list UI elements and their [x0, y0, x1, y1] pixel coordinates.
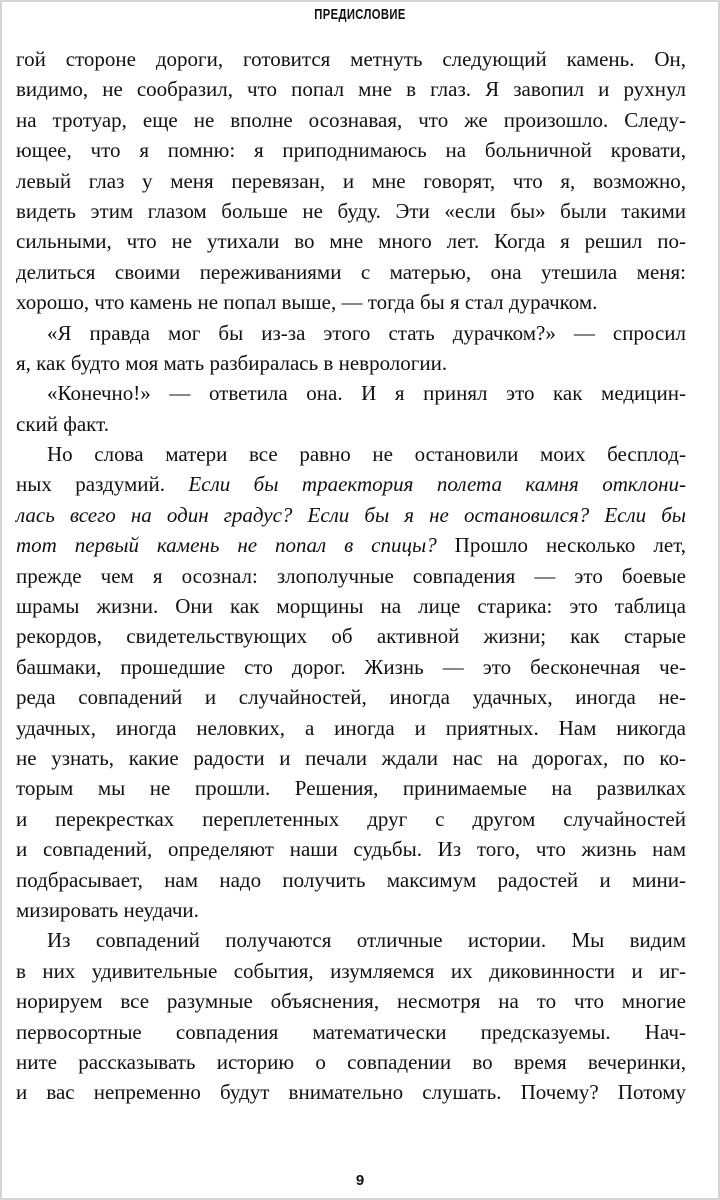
text-line	[16, 409, 686, 439]
text-line	[16, 1017, 686, 1047]
text-segment: первосортные совпадения математически предсказуемы. Нач-	[16, 1019, 686, 1044]
text-line	[16, 44, 686, 74]
text-segment: гой стороне дороги, готовится метнуть следующий камень. Он,	[16, 47, 686, 71]
text-line	[16, 469, 686, 499]
text-line	[16, 621, 686, 651]
text-segment: хорошо, что камень не попал выше, — тогда бы я стал дурачком.	[16, 290, 598, 315]
text-segment: Но слова матери все равно не остановили моих бесплод-	[47, 442, 686, 467]
text-segment: Прошло несколько лет,	[436, 533, 686, 558]
text-segment: ющее, что я помню: я приподнимаюсь на больничной кровати,	[16, 138, 686, 163]
text-line	[16, 652, 686, 682]
text-line	[16, 348, 686, 378]
text-line	[16, 773, 686, 803]
text-segment: сильными, что не утихали во мне много лет. Когда я решил по-	[16, 229, 686, 254]
text-segment: реда совпадений и случайностей, иногда удачных, иногда не-	[16, 685, 686, 710]
text-line	[16, 804, 686, 834]
italic-text: тот первый камень не попал в спицы?	[16, 533, 437, 558]
text-line	[16, 318, 686, 348]
text-segment: и перекрестках переплетенных друг с другом случайностей	[16, 806, 686, 831]
text-line	[16, 956, 686, 986]
text-line	[16, 591, 686, 621]
text-line	[16, 530, 686, 560]
text-segment: видеть этим глазом больше не буду. Эти «если бы» были такими	[16, 198, 686, 223]
text-line	[16, 378, 686, 408]
text-line	[16, 561, 686, 591]
body-text	[16, 44, 686, 1108]
text-segment: и вас непременно будут внимательно слушать. Почему? Потому	[16, 1080, 686, 1105]
text-segment: видимо, не сообразил, что попал мне в глаз. Я завопил и рухнул	[16, 77, 686, 102]
text-segment: не узнать, какие радости и печали ждали нас на дорогах, по ко-	[16, 745, 686, 770]
text-line	[16, 1047, 686, 1077]
page-number: 9	[355, 1172, 365, 1189]
text-segment: «Конечно!» — ответила она. И я принял это как медицин-	[47, 381, 686, 406]
text-segment: рекордов, свидетельствующих об активной жизни; как старые	[16, 624, 686, 649]
text-line	[16, 865, 686, 895]
text-line	[16, 743, 686, 773]
text-line	[16, 257, 686, 287]
text-line	[16, 925, 686, 955]
text-segment: на тротуар, еще не вполне осознавая, что же произошло. Следу-	[16, 107, 686, 132]
text-segment: удачных, иногда неловких, а иногда и приятных. Нам никогда	[16, 715, 686, 740]
text-segment: норируем все разумные объяснения, несмотря на то что многие	[16, 989, 686, 1014]
text-line	[16, 713, 686, 743]
text-line	[16, 895, 686, 925]
text-segment: башмаки, прошедшие сто дорог. Жизнь — это бесконечная че-	[16, 654, 686, 679]
text-line	[16, 74, 686, 104]
italic-text: Если бы траектория полета камня отклони-	[188, 472, 686, 497]
text-segment: левый глаз у меня перевязан, и мне говорят, что я, возможно,	[16, 168, 686, 193]
text-segment: и совпадений, определяют наши судьбы. Из того, что жизнь нам	[16, 837, 686, 862]
text-line	[16, 226, 686, 256]
text-line	[16, 1077, 686, 1107]
text-segment: ните рассказывать историю о совпадении во время вечеринки,	[16, 1049, 686, 1074]
running-header: ПРЕДИСЛОВИЕ	[314, 6, 406, 23]
text-segment: делиться своими переживаниями с матерью, она утешила меня:	[16, 259, 686, 284]
text-segment: мизировать неудачи.	[16, 897, 199, 922]
text-line	[16, 105, 686, 135]
text-line	[16, 986, 686, 1016]
text-segment: подбрасывает, нам надо получить максимум радостей и мини-	[16, 867, 686, 892]
text-segment: «Я правда мог бы из-за этого стать дурачком?» — спросил	[47, 320, 686, 345]
text-line	[16, 439, 686, 469]
text-line	[16, 166, 686, 196]
text-line	[16, 196, 686, 226]
text-line	[16, 135, 686, 165]
italic-text: лась всего на один градус? Если бы я не остановился? Если бы	[16, 502, 686, 527]
text-segment: прежде чем я осознал: злополучные совпадения — это боевые	[16, 563, 686, 588]
text-segment: шрамы жизни. Они как морщины на лице старика: это таблица	[16, 594, 686, 619]
text-line	[16, 500, 686, 530]
text-segment: я, как будто моя мать разбиралась в неврологии.	[16, 350, 448, 375]
text-segment: Из совпадений получаются отличные истории. Мы видим	[47, 928, 686, 953]
text-segment: ных раздумий.	[16, 472, 189, 497]
text-line	[16, 834, 686, 864]
text-segment: торым мы не прошли. Решения, принимаемые на развилках	[16, 776, 686, 801]
text-line	[16, 287, 686, 317]
text-segment: ский факт.	[16, 411, 109, 436]
text-segment: в них удивительные события, изумляемся их диковинности и иг-	[16, 958, 686, 983]
text-line	[16, 682, 686, 712]
